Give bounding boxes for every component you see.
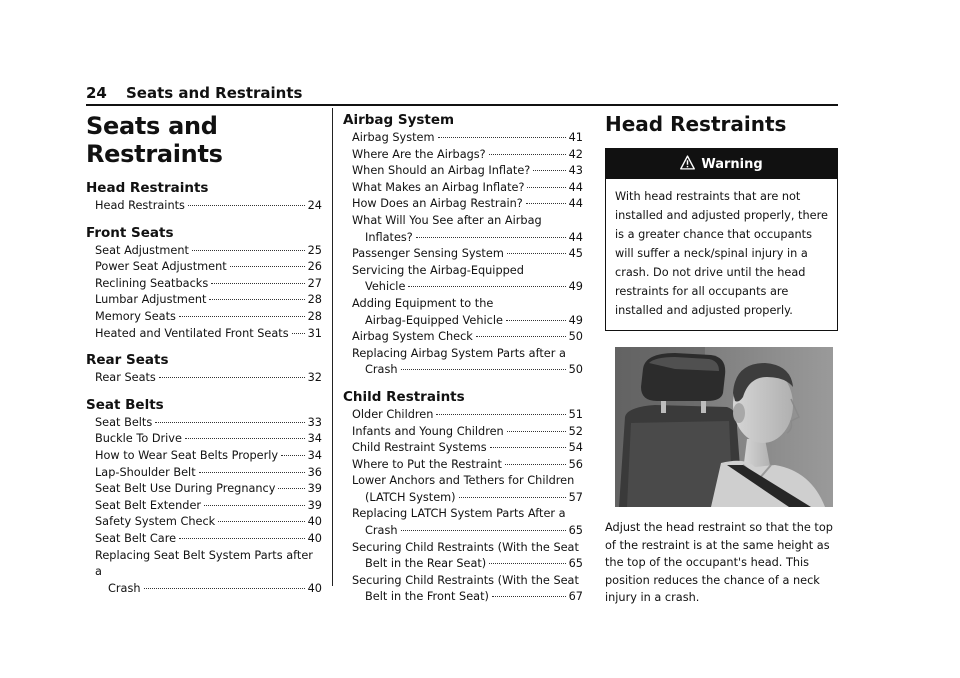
toc-entry[interactable]: Memory Seats 28: [95, 309, 322, 323]
page-header: [86, 84, 838, 106]
head-restraint-illustration: [615, 347, 833, 507]
header-rule: [86, 104, 838, 106]
toc-entry[interactable]: What Makes an Airbag Inflate? 44: [352, 180, 583, 194]
toc-section-heading: Seat Belts: [86, 396, 164, 413]
warning-header: [606, 149, 837, 179]
toc-entry[interactable]: Seat Belts 33: [95, 415, 322, 429]
toc-section-heading: Rear Seats: [86, 352, 169, 369]
header-section-title: Seats and Restraints: [126, 84, 303, 102]
toc-entry[interactable]: Replacing LATCH System Parts After a Crash 65: [352, 507, 583, 538]
toc-column-2: [343, 112, 583, 606]
toc-entry[interactable]: Seat Belt Extender 39: [95, 498, 322, 512]
toc-section-heading: Front Seats: [86, 224, 174, 241]
toc-column-1: [86, 112, 322, 597]
toc-entry[interactable]: Safety System Check 40: [95, 515, 322, 529]
toc-entry[interactable]: Replacing Airbag System Parts after a Crash 50: [352, 346, 583, 377]
toc-entry[interactable]: Older Children 51: [352, 407, 583, 421]
toc-entry[interactable]: Adding Equipment to the Airbag-Equipped Vehicle 49: [352, 296, 583, 327]
body-paragraph: Adjust the head restraint so that the top of the restraint is at the same height as the top of the occupant's head. This position reduces the chance of a neck injury in a crash.: [605, 521, 833, 604]
toc-entry[interactable]: Airbag System Check 50: [352, 330, 583, 344]
toc-entry[interactable]: Rear Seats 32: [95, 371, 322, 385]
column-divider: [332, 108, 333, 586]
toc-entry[interactable]: When Should an Airbag Inflate? 43: [352, 164, 583, 178]
warning-label: Warning: [701, 156, 763, 172]
toc-entry[interactable]: How to Wear Seat Belts Properly 34: [95, 448, 322, 462]
toc-entry[interactable]: Airbag System 41: [352, 131, 583, 144]
warning-icon: [680, 155, 695, 174]
toc-entry[interactable]: Replacing Seat Belt System Parts after a Crash 40: [95, 548, 322, 595]
toc-entry[interactable]: Head Restraints 24: [95, 199, 322, 212]
head-restraints-section: [605, 112, 838, 607]
toc-entry[interactable]: Power Seat Adjustment 26: [95, 260, 322, 274]
toc-section-heading: Airbag System: [343, 112, 455, 128]
toc-entry[interactable]: Securing Child Restraints (With the Seat Belt in the Rear Seat) 65: [352, 540, 583, 571]
warning-text: With head restraints that are not installed and adjusted properly, there is a greater chance that occupants will suffer a neck/spinal injury in a crash. Do not drive until the head restraints for all occupants are installed and adjusted properly.: [615, 190, 828, 317]
toc-entry[interactable]: Seat Belt Use During Pregnancy 39: [95, 482, 322, 496]
toc-entry[interactable]: Reclining Seatbacks 27: [95, 276, 322, 290]
toc-entry[interactable]: Where Are the Airbags? 42: [352, 147, 583, 161]
chapter-title: Seats and Restraints: [86, 112, 223, 168]
toc-entry[interactable]: Where to Put the Restraint 56: [352, 457, 583, 471]
toc-entry[interactable]: Seat Adjustment 25: [95, 243, 322, 257]
toc-entry[interactable]: Child Restraint Systems 54: [352, 441, 583, 455]
toc-entry[interactable]: Lumbar Adjustment 28: [95, 293, 322, 307]
toc-entry[interactable]: Passenger Sensing System 45: [352, 247, 583, 261]
toc-entry[interactable]: Buckle To Drive 34: [95, 432, 322, 446]
toc-section-heading: Child Restraints: [343, 388, 465, 405]
toc-entry[interactable]: Seat Belt Care 40: [95, 531, 322, 545]
toc-entry[interactable]: Lap-Shoulder Belt 36: [95, 465, 322, 479]
toc-section-heading: Head Restraints: [86, 180, 209, 196]
toc-entry[interactable]: Servicing the Airbag-Equipped Vehicle 49: [352, 263, 583, 294]
toc-entry[interactable]: Heated and Ventilated Front Seats 31: [95, 326, 322, 340]
toc-entry[interactable]: Lower Anchors and Tethers for Children (LATCH System) 57: [352, 474, 583, 504]
page-number: 24: [86, 84, 107, 102]
toc-entry[interactable]: Infants and Young Children 52: [352, 424, 583, 438]
section-title: Head Restraints: [605, 112, 787, 136]
toc-entry[interactable]: How Does an Airbag Restrain? 44: [352, 197, 583, 211]
warning-box: [605, 148, 838, 331]
toc-entry[interactable]: Securing Child Restraints (With the Seat Belt in the Front Seat) 67: [352, 573, 583, 604]
toc-entry[interactable]: What Will You See after an Airbag Inflates? 44: [352, 213, 583, 244]
